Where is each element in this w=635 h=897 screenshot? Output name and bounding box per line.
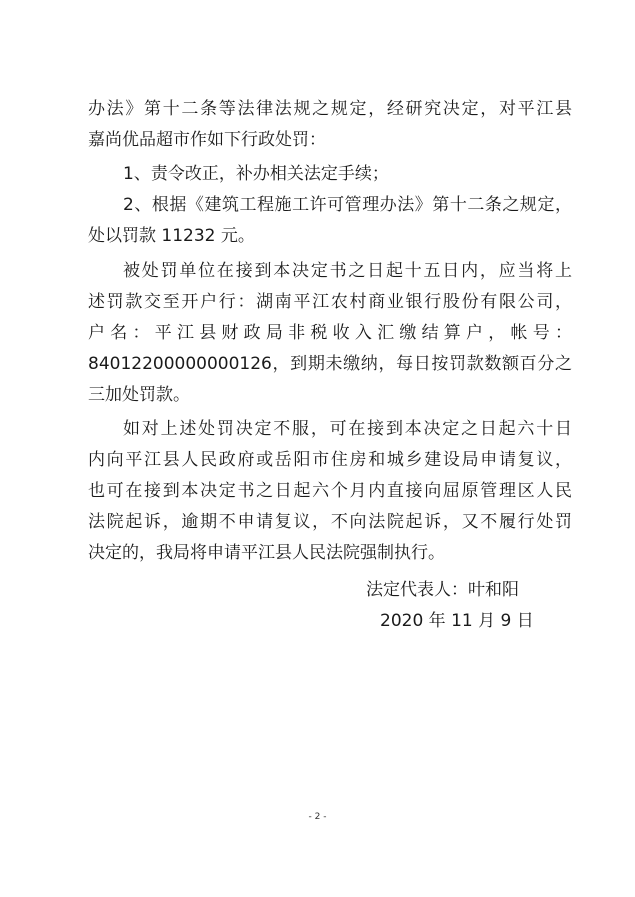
body-line: 处以罚款 11232 元。 — [88, 226, 255, 246]
body-line: 述罚款交至开户行：湖南平江农村商业银行股份有限公司， — [88, 292, 572, 312]
page-number: - 2 - — [308, 812, 327, 822]
legal-representative: 法定代表人：叶和阳 — [366, 580, 519, 600]
body-line: 被处罚单位在接到本决定书之日起十五日内，应当将上 — [123, 261, 572, 281]
account-number-line: 84012200000000126，到期未缴纳，每日按罚款数额百分之 — [88, 354, 572, 374]
penalty-item-2: 2、根据《建筑工程施工许可管理办法》第十二条之规定， — [123, 195, 572, 215]
penalty-item-1: 1、责令改正，补办相关法定手续； — [123, 164, 389, 184]
body-line: 决定的，我局将申请平江县人民法院强制执行。 — [88, 543, 445, 563]
body-line: 嘉尚优品超市作如下行政处罚： — [88, 130, 326, 150]
body-line: 内向平江县人民政府或岳阳市住房和城乡建设局申请复议， — [88, 450, 572, 470]
body-line: 如对上述处罚决定不服，可在接到本决定之日起六十日 — [123, 419, 572, 439]
body-line: 法院起诉，逾期不申请复议，不向法院起诉，又不履行处罚 — [88, 512, 572, 532]
body-line: 户名：平江县财政局非税收入汇缴结算户，帐号： — [88, 323, 572, 343]
body-line: 三加处罚款。 — [88, 385, 190, 405]
body-line: 也可在接到本决定书之日起六个月内直接向屈原管理区人民 — [88, 481, 572, 501]
document-date: 2020 年 11 月 9 日 — [380, 611, 534, 631]
body-line: 办法》第十二条等法律法规之规定，经研究决定，对平江县 — [88, 99, 572, 119]
